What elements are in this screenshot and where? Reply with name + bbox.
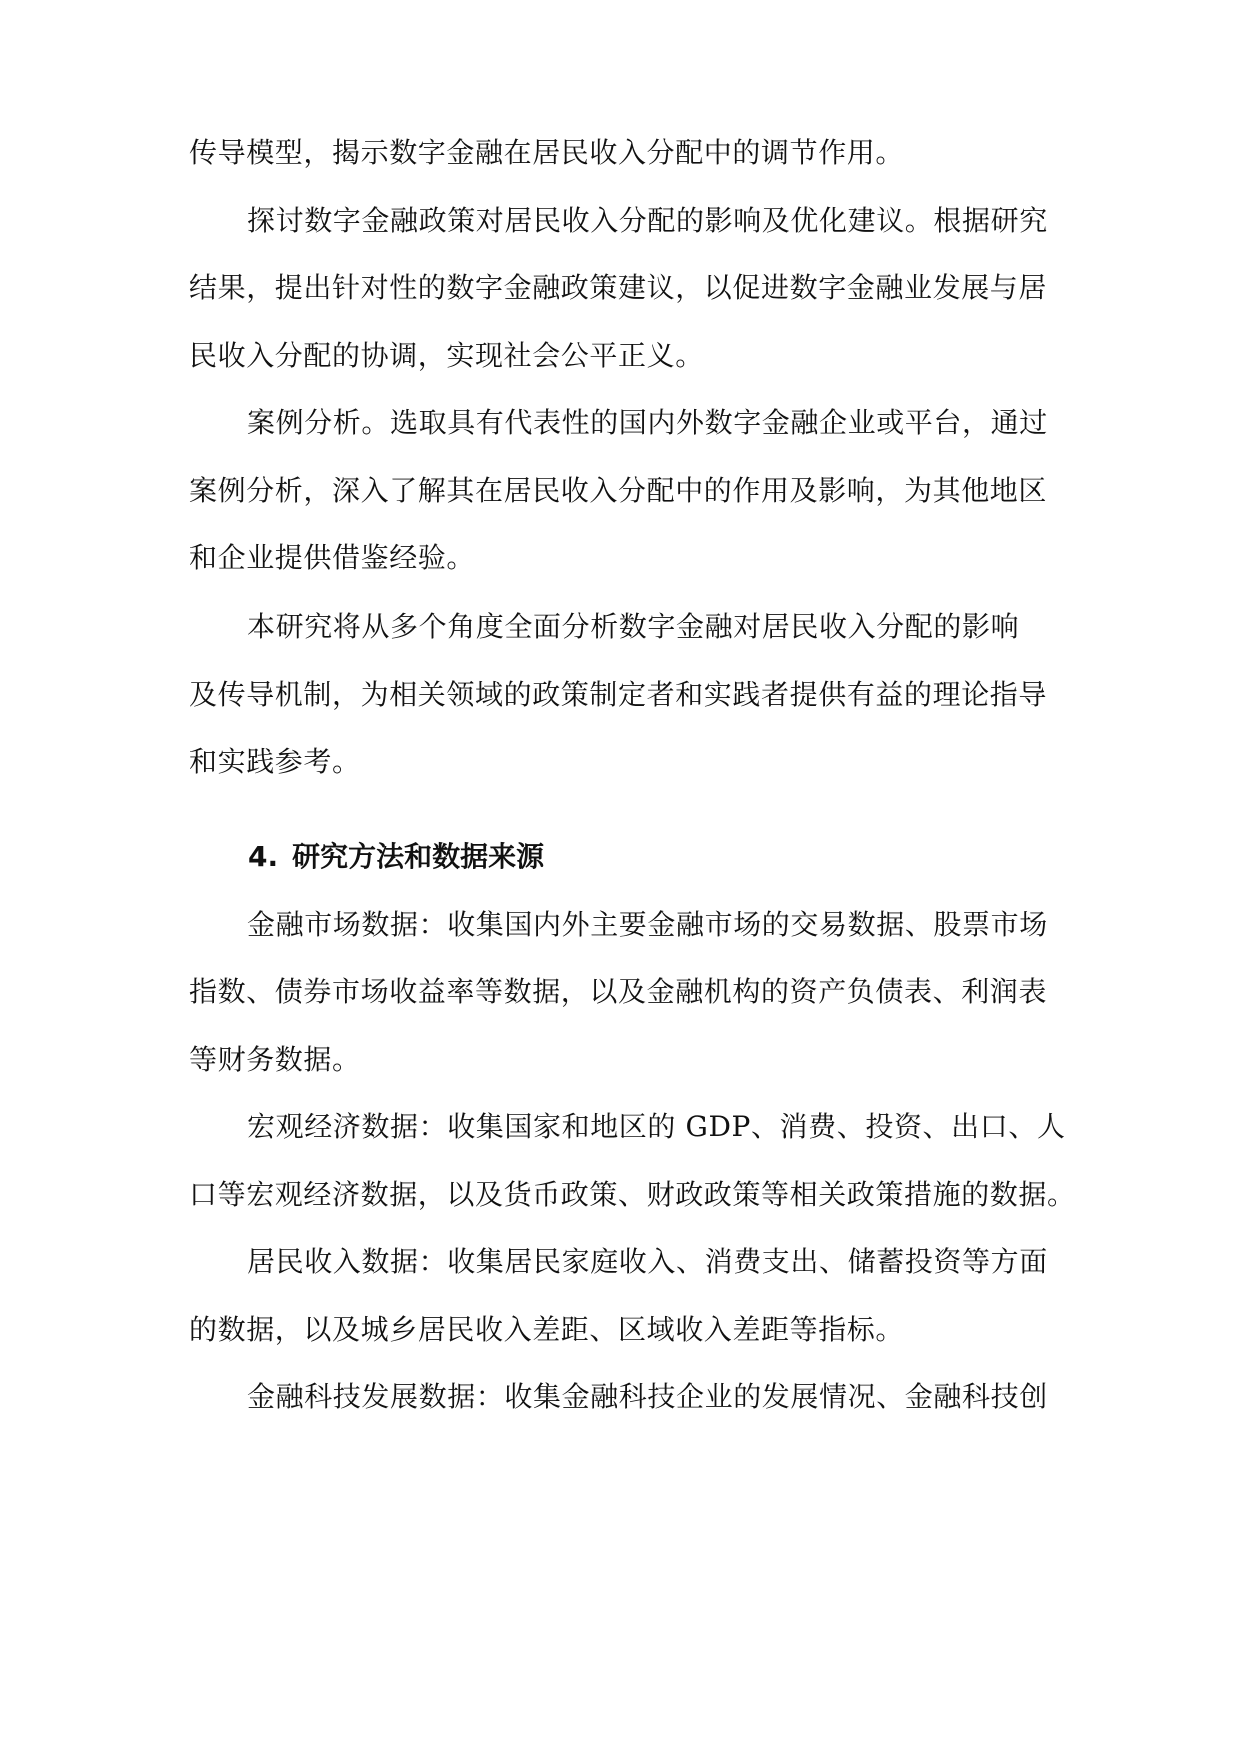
text-line: 金融市场数据：收集国内外主要金融市场的交易数据、股票市场 [247, 908, 1048, 941]
text-line: 指数、债券市场收益率等数据，以及金融机构的资产负债表、利润表 [189, 975, 1048, 1008]
text-line: 案例分析，深入了解其在居民收入分配中的作用及影响，为其他地区 [189, 474, 1048, 507]
text-line: 和企业提供借鉴经验。 [189, 541, 476, 574]
text-line: 等财务数据。 [189, 1043, 361, 1076]
text-line: 口等宏观经济数据，以及货币政策、财政政策等相关政策措施的数据。 [189, 1178, 1076, 1211]
section-number: 4. [248, 840, 279, 873]
text-line: 结果，提出针对性的数字金融政策建议，以促进数字金融业发展与居 [189, 271, 1048, 304]
text-line: 民收入分配的协调，实现社会公平正义。 [189, 339, 704, 372]
text-line: 本研究将从多个角度全面分析数字金融对居民收入分配的影响 [247, 610, 1020, 643]
text-line: 金融科技发展数据：收集金融科技企业的发展情况、金融科技创 [247, 1380, 1048, 1413]
text-line: 及传导机制，为相关领域的政策制定者和实践者提供有益的理论指导 [189, 678, 1048, 711]
text-line: 居民收入数据：收集居民家庭收入、消费支出、储蓄投资等方面 [247, 1245, 1048, 1278]
text-line: 的数据，以及城乡居民收入差距、区域收入差距等指标。 [189, 1313, 905, 1346]
text-line: 案例分析。选取具有代表性的国内外数字金融企业或平台，通过 [247, 406, 1048, 439]
text-line: 宏观经济数据：收集国家和地区的 GDP、消费、投资、出口、人 [247, 1110, 1066, 1143]
text-line: 探讨数字金融政策对居民收入分配的影响及优化建议。根据研究 [247, 204, 1048, 237]
text-line: 和实践参考。 [189, 745, 361, 778]
section-title: 研究方法和数据来源 [292, 840, 545, 873]
text-line: 传导模型，揭示数字金融在居民收入分配中的调节作用。 [189, 136, 905, 169]
section-heading [248, 837, 544, 877]
